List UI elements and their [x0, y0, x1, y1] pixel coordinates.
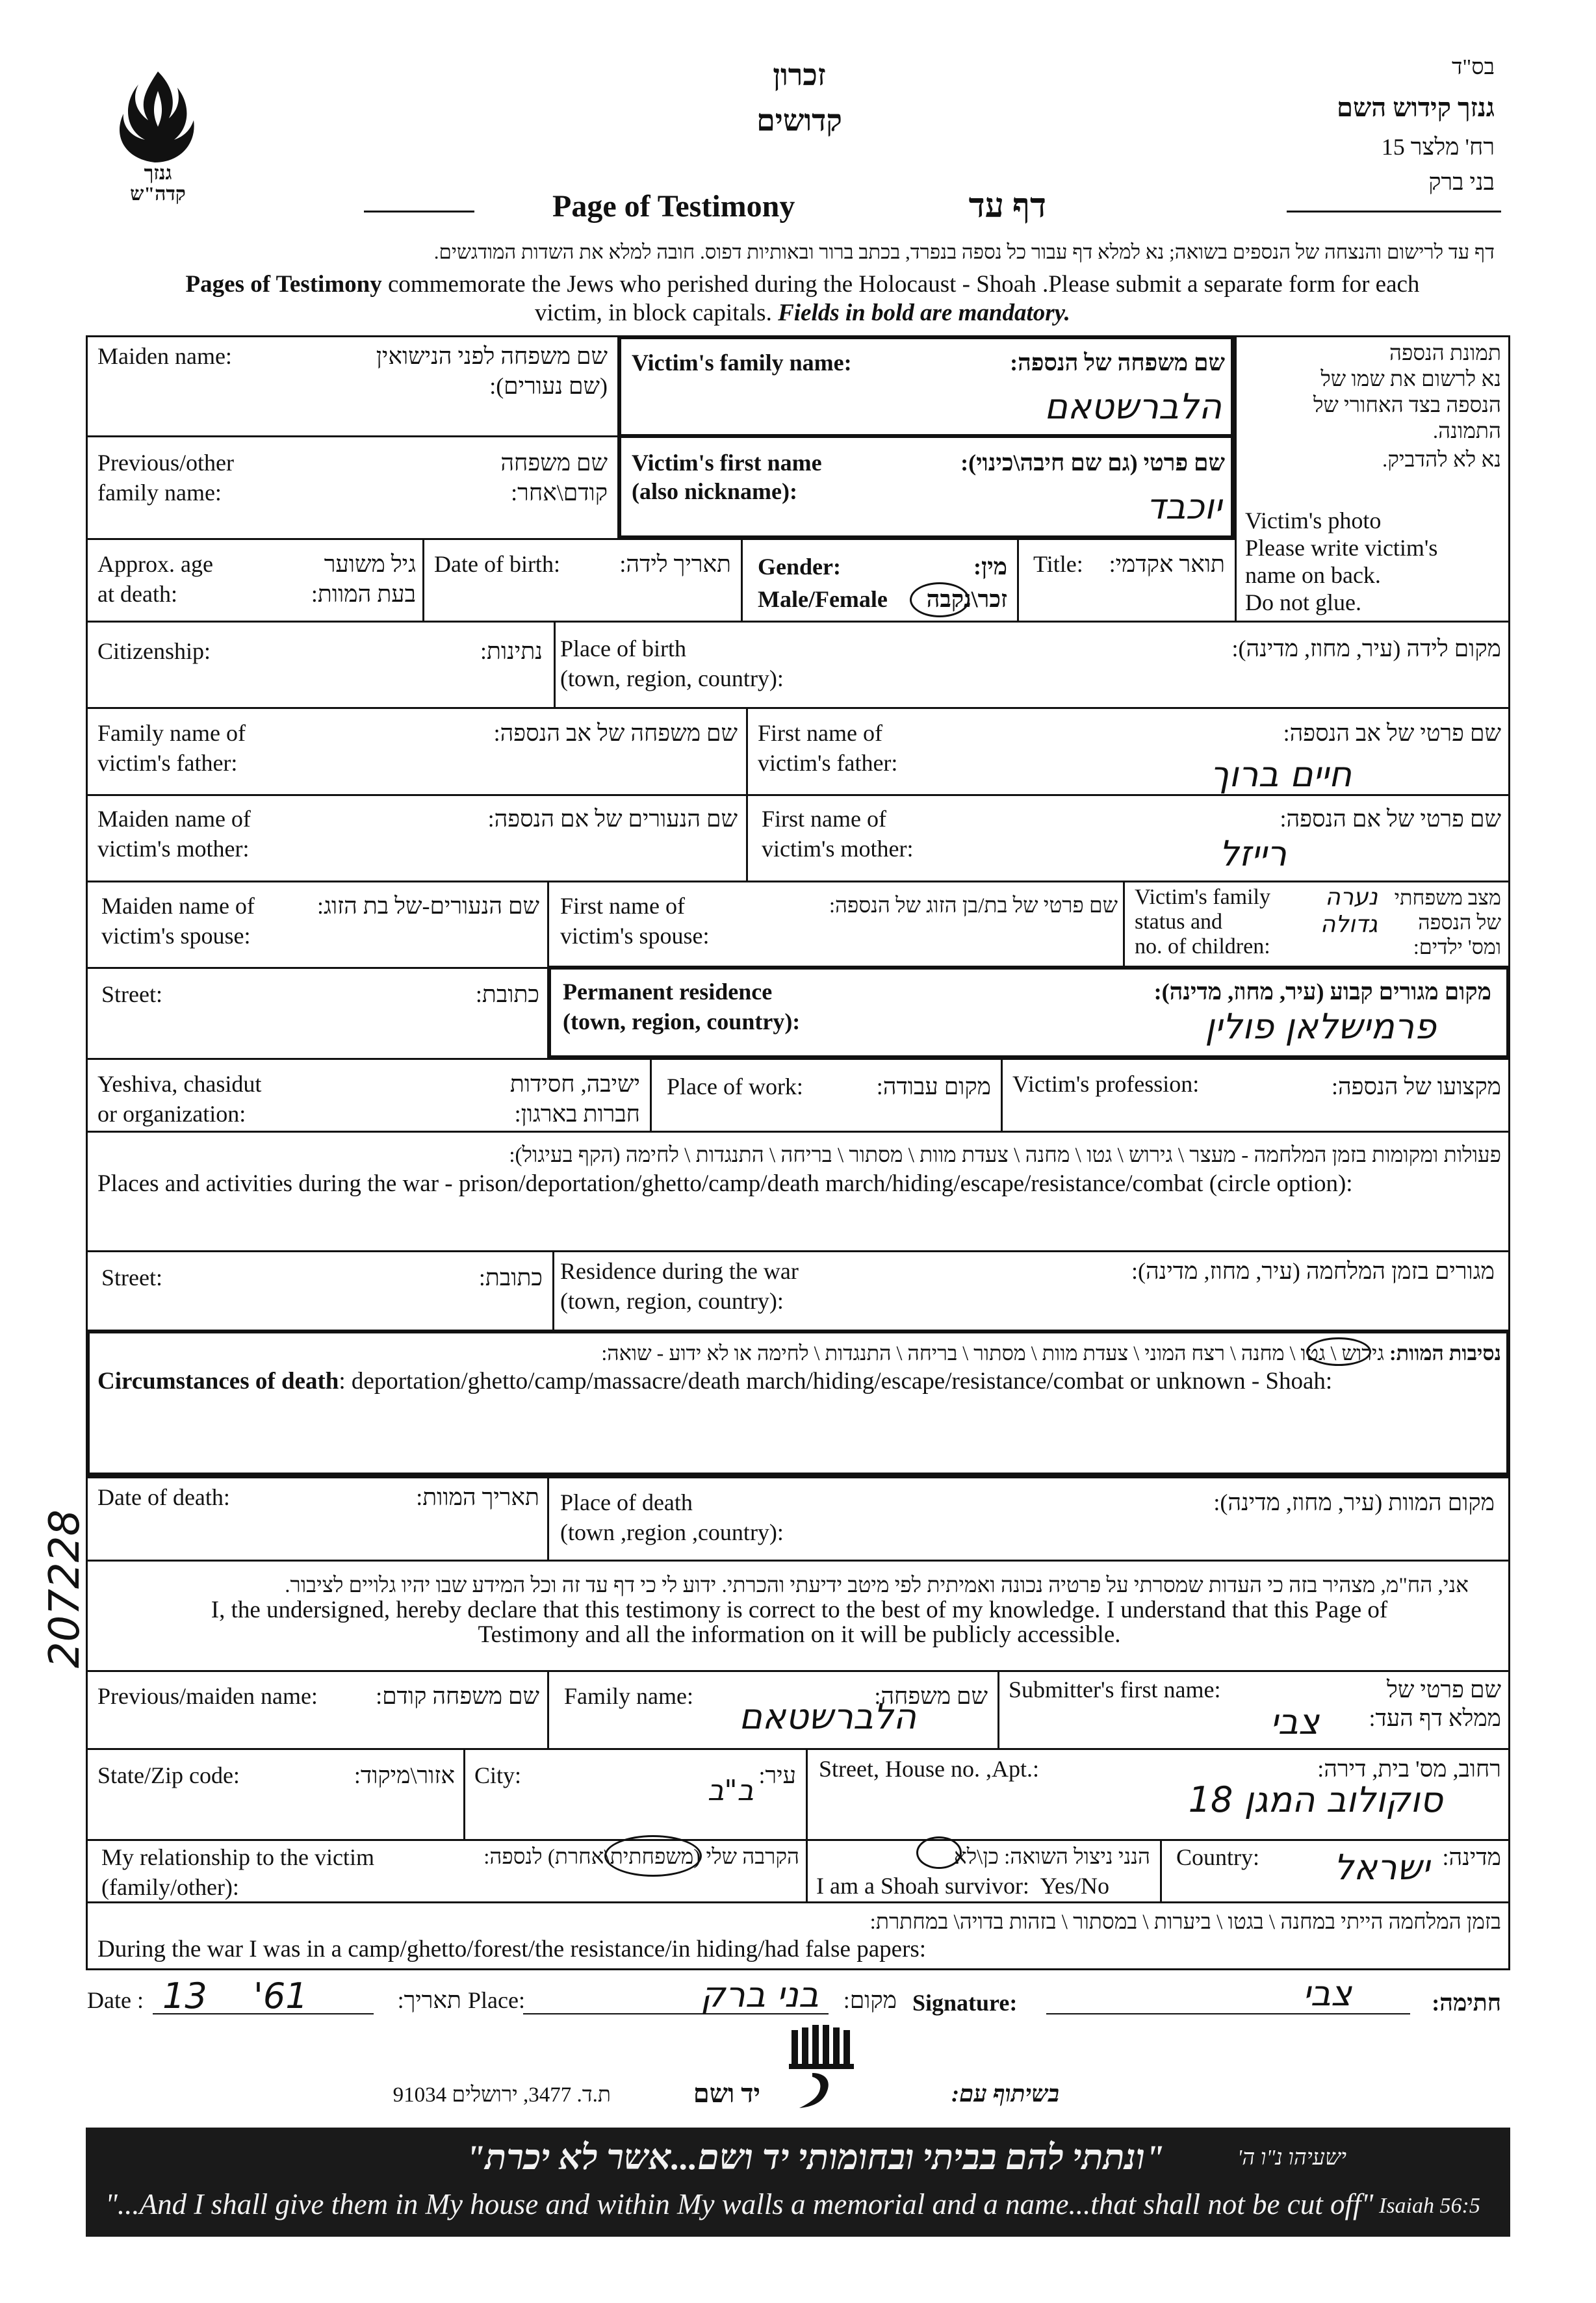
- mother-first-label-he: שם פרטי של אם הנספה:: [1280, 806, 1501, 832]
- residence-label-2: (town, region, country):: [563, 1009, 801, 1035]
- submitter-first-name-field[interactable]: צבי: [1270, 1701, 1319, 1742]
- flame-logo-icon: [109, 65, 207, 208]
- war-location-label: During the war I was in a camp/ghetto/forest/the resistance/in hiding/had false papers:: [97, 1936, 927, 1962]
- yeshiva-label-he-1: ישיבה, חסידות: [509, 1071, 640, 1097]
- spouse-maiden-label-he: שם הנעורים-של בת הזוג:: [317, 893, 539, 919]
- spouse-first-label-1: First name of: [560, 893, 685, 919]
- street-no-label-he: רחוב, מס' בית, דירה:: [1317, 1756, 1501, 1782]
- mother-maiden-label-1: Maiden name of: [97, 806, 251, 832]
- family-status-field-1[interactable]: נערה: [1325, 884, 1378, 910]
- survivor-label-he: הנני ניצול השואה: כן\לא: [953, 1846, 1150, 1869]
- family-name-label: Victim's family name:: [632, 350, 852, 376]
- prev-name-label-1: Previous/other: [97, 450, 234, 476]
- gender-label-he-2: זכר\נקבה: [926, 586, 1007, 612]
- relationship-selection-circle[interactable]: [604, 1835, 702, 1877]
- photo-note-he-2: נא לרשום את שמו של: [1320, 368, 1501, 391]
- org-name: גנזך קידוש השם: [1337, 93, 1495, 122]
- footer-quote-band: [86, 2128, 1510, 2237]
- family-status-label-he-1: מצב משפחתי: [1394, 886, 1501, 909]
- war-places-label-he: פעולות ומקומות בזמן המלחמה - מעצר \ גירוש \ גטו \ מחנה \ צעדת מוות \ מסתור \ בריחה \ התנגדות \ לחימה (הקף בעיגול):: [509, 1144, 1501, 1167]
- relationship-label-2: (family/other):: [101, 1874, 239, 1900]
- address-line-2: בני ברק: [1428, 169, 1495, 195]
- gender-label-1: Gender:: [758, 554, 841, 580]
- pod-label-he: מקום המוות (עיר, מחוז, מדינה):: [1213, 1489, 1495, 1515]
- first-name-label-2: (also nickname):: [632, 478, 797, 504]
- gender-label-2: Male/Female: [758, 586, 888, 612]
- declaration-en-2: Testimony and all the information on it will be publicly accessible.: [478, 1621, 1121, 1648]
- instructions-english-2: victim, in block capitals. Fields in bold are mandatory.: [535, 300, 1070, 326]
- declaration-en-1: I, the undersigned, hereby declare that this testimony is correct to the best of my knowledge. I understand that this Page of: [211, 1597, 1388, 1623]
- photo-note-he-3: הנספה בצד האחורי של: [1313, 394, 1501, 417]
- pob-label-1: Place of birth: [560, 636, 686, 662]
- address-line-1: רח' מלצר 15: [1381, 134, 1495, 160]
- maiden-name-label: Maiden name:: [97, 343, 232, 369]
- street-label-he: כתובת:: [475, 981, 539, 1007]
- submitter-first-name-label-he-1: שם פרטי של: [1386, 1677, 1501, 1703]
- age-label-1: Approx. age: [97, 551, 213, 577]
- relationship-label-1: My relationship to the victim: [101, 1844, 374, 1870]
- pob-label-he: מקום לידה (עיר, מחוז, מדינה):: [1231, 636, 1501, 662]
- dob-label: Date of birth:: [434, 551, 560, 577]
- war-residence-label-he: מגורים בזמן המלחמה (עיר, מחוז, מדינה):: [1131, 1258, 1495, 1284]
- zip-label: State/Zip code:: [97, 1762, 240, 1788]
- yeshiva-label-2: or organization:: [97, 1101, 246, 1127]
- submitter-family-name-label-he: שם משפחה:: [874, 1683, 988, 1709]
- logo-text-1: גנזך: [144, 162, 172, 184]
- footer-quote-english-ref: Isaiah 56:5: [1379, 2194, 1480, 2218]
- city-label-he: עיר:: [758, 1762, 796, 1788]
- cooperation-label: בשיתוף עם:: [951, 2081, 1059, 2107]
- place-label: Place:: [468, 1987, 525, 2013]
- prev-name-label-he-2: קודם\אחר:: [511, 480, 608, 506]
- father-family-label-1: Family name of: [97, 720, 246, 746]
- photo-note-en-3: name on back.: [1245, 562, 1381, 588]
- photo-note-en-1: Victim's photo: [1245, 508, 1382, 534]
- family-status-label-he-2: של הנספה: [1418, 910, 1501, 934]
- country-label: Country:: [1176, 1844, 1260, 1870]
- bsd-mark: בס"ד: [1452, 55, 1495, 79]
- maiden-name-label-he-1: שם משפחה לפני הנישואין: [376, 343, 608, 369]
- submitter-first-name-label: Submitter's first name:: [1009, 1677, 1221, 1703]
- side-registration-number-text: 207228: [41, 1509, 89, 1669]
- street-no-field[interactable]: סוקולוב המגן 18: [1188, 1779, 1443, 1820]
- profession-label-he: מקצועו של הנספה:: [1331, 1074, 1501, 1100]
- yad-vashem-name: יד ושם: [693, 2079, 760, 2108]
- gender-label-he-1: מין:: [973, 554, 1007, 580]
- war-location-label-he: בזמן המלחמה הייתי במחנה \ בגטו \ ביערות \ במסתור \ בזהות בדויה\ במחתרת:: [869, 1911, 1501, 1934]
- spouse-maiden-label-2: victim's spouse:: [101, 923, 251, 949]
- place-field[interactable]: בני ברק: [700, 1974, 819, 2015]
- family-status-label-3: no. of children:: [1135, 934, 1270, 959]
- signature-line: [1046, 2013, 1410, 2014]
- citizenship-label: Citizenship:: [97, 638, 211, 664]
- title-label: Title:: [1033, 551, 1083, 577]
- footer-quote-english: "...And I shall give them in My house and within My walls a memorial and a name...that shall not be cut off": [105, 2188, 1374, 2220]
- dob-label-he: תאריך לידה:: [619, 551, 731, 577]
- footer-quote-hebrew: "ונתתי להם בביתי ובחומותי יד ושם...אשר לא יכרת": [465, 2138, 1165, 2177]
- yeshiva-label-he-2: חברות בארגון:: [514, 1101, 640, 1127]
- father-first-field[interactable]: חיים ברוך: [1210, 754, 1352, 795]
- side-registration-number: [19, 1449, 110, 1722]
- title-kedoshim: קדושים: [756, 104, 842, 137]
- father-first-label-2: victim's father:: [758, 750, 898, 776]
- family-status-label-he-3: ומס' ילדים:: [1413, 935, 1501, 959]
- circumstances-label-he: נסיבות המוות: גירוש \ גטו \ מחנה \ רצח המוני \ צעדת מוות \ מסתור \ בריחה \ התנגדות \ לחימה או לא ידוע - שואה:: [601, 1341, 1501, 1365]
- maiden-name-label-he-2: (שם נעורים):: [489, 373, 608, 399]
- permanent-residence-field[interactable]: פרמישלאן פולין: [1205, 1006, 1436, 1047]
- war-street-label-he: כתובת:: [478, 1265, 543, 1291]
- father-family-label-he: שם משפחה של אב הנספה:: [493, 720, 738, 746]
- profession-label: Victim's profession:: [1012, 1071, 1200, 1097]
- survivor-label: I am a Shoah survivor: Yes/No: [816, 1873, 1109, 1899]
- pod-label-2: (town ,region ,country):: [560, 1519, 784, 1545]
- work-label: Place of work:: [667, 1074, 803, 1100]
- mother-maiden-label-he: שם הנעורים של אם הנספה:: [487, 806, 738, 832]
- signature-label-he: חתימה:: [1432, 1990, 1501, 2016]
- spouse-first-label-he: שם פרטי של בת/בן הזוג של הנספה:: [829, 894, 1118, 918]
- logo-text-2: קדה"ש: [130, 183, 186, 205]
- family-status-field-2[interactable]: גדולה: [1320, 911, 1378, 938]
- dod-label: Date of death:: [97, 1484, 230, 1510]
- residence-label-he: מקום מגורים קבוע (עיר, מחוז, מדינה):: [1153, 979, 1491, 1005]
- spouse-maiden-label-1: Maiden name of: [101, 893, 255, 919]
- prev-name-label-2: family name:: [97, 480, 222, 506]
- first-name-field[interactable]: יוכבד: [1146, 486, 1222, 527]
- relationship-label-he: הקרבה שלי (משפחתית\אחרת) לנספה:: [483, 1846, 799, 1869]
- pod-label-1: Place of death: [560, 1489, 693, 1515]
- title-english: Page of Testimony: [552, 189, 795, 224]
- first-name-label-1: Victim's first name: [632, 450, 822, 476]
- submitter-prev-name-label-he: שם משפחה קודם:: [376, 1683, 539, 1709]
- circumstances-label: Circumstances of death: deportation/ghetto/camp/massacre/death march/hiding/escape/resistance/combat or unknown - Shoah:: [97, 1368, 1333, 1395]
- date-label: Date :: [87, 1987, 144, 2013]
- footer-quote-hebrew-ref: ישעיהו נ"ו ה': [1237, 2146, 1346, 2170]
- dod-label-he: תאריך המוות:: [416, 1484, 539, 1510]
- zip-label-he: אזור\מיקוד:: [354, 1762, 455, 1788]
- submitter-family-name-field[interactable]: הלברשטאם: [739, 1696, 916, 1737]
- age-label-2: at death:: [97, 581, 177, 607]
- photo-note-he-5: נא לא להדביק.: [1382, 448, 1501, 472]
- gender-selection-circle[interactable]: [910, 582, 970, 617]
- circumstances-selection-circle[interactable]: [1306, 1337, 1371, 1366]
- pob-label-2: (town, region, country):: [560, 665, 784, 691]
- submitter-prev-name-label: Previous/maiden name:: [97, 1683, 318, 1709]
- date-day-field[interactable]: 13: [162, 1975, 207, 2016]
- instructions-hebrew: דף עד לרישום והנצחה של הנספים בשואה; נא למלא דף עבור כל נספה בנפרד, בכתב ברור ובאותיות דפוס. חובה למלא את השדות המודגשים.: [433, 240, 1495, 263]
- age-label-he-2: בעת המוות:: [311, 581, 416, 607]
- yad-vashem-address: ת.ד. 3477, ירושלים 91034: [393, 2083, 611, 2107]
- divider: [1287, 211, 1501, 212]
- signature-field[interactable]: צבי: [1302, 1973, 1352, 2014]
- photo-note-en-4: Do not glue.: [1245, 589, 1361, 615]
- war-places-label: Places and activities during the war - prison/deportation/ghetto/camp/death march/hiding/escape/resistance/combat (circle option):: [97, 1170, 1353, 1197]
- city-label: City:: [474, 1762, 522, 1788]
- family-name-field[interactable]: הלברשטאם: [1044, 386, 1222, 427]
- mother-first-label-1: First name of: [762, 806, 886, 832]
- photo-note-he-1: תמונת הנספה: [1389, 342, 1501, 365]
- street-label: Street:: [101, 981, 162, 1007]
- father-family-label-2: victim's father:: [97, 750, 238, 776]
- yeshiva-label-1: Yeshiva, chasidut: [97, 1071, 262, 1097]
- title-hebrew: דף עד: [968, 188, 1046, 225]
- mother-first-label-2: victim's mother:: [762, 836, 914, 862]
- instructions-english-1: Pages of Testimony commemorate the Jews who perished during the Holocaust - Shoah .Please submit a separate form for each: [185, 271, 1420, 298]
- war-residence-label-1: Residence during the war: [560, 1258, 799, 1284]
- city-field[interactable]: ב"ב: [707, 1774, 754, 1807]
- photo-note-he-4: התמונה.: [1432, 420, 1501, 443]
- father-first-label-he: שם פרטי של אב הנספה:: [1283, 720, 1501, 746]
- father-first-label-1: First name of: [758, 720, 882, 746]
- date-year-field[interactable]: '61: [253, 1975, 308, 2016]
- photo-note-en-2: Please write victim's: [1245, 535, 1438, 561]
- residence-label-1: Permanent residence: [563, 979, 773, 1005]
- date-label-he: תאריך:: [397, 1987, 461, 2013]
- signature-label: Signature:: [912, 1990, 1018, 2016]
- mother-maiden-label-2: victim's mother:: [97, 836, 250, 862]
- country-field[interactable]: ישראל: [1333, 1847, 1430, 1888]
- declaration-he: אני, הח"מ, מצהיר בזה כי העדות שמסרתי על פרטיה נכונה ואמיתית לפי מיטב ידיעתי והכרתי. ידוע לי כי דף עד זה וכל המידע שבו יהיו גלויים לציבור.: [285, 1574, 1469, 1597]
- title-label-he: תואר אקדמי:: [1109, 551, 1225, 577]
- age-label-he-1: גיל משוער: [324, 551, 416, 577]
- family-status-label-2: status and: [1135, 910, 1223, 934]
- place-label-he: מקום:: [843, 1987, 897, 2013]
- war-residence-label-2: (town, region, country):: [560, 1288, 784, 1314]
- title-zikaron: זכרון: [773, 58, 826, 92]
- street-no-label: Street, House no. ,Apt.:: [819, 1756, 1039, 1782]
- first-name-label-he: שם פרטי (גם שם חיבה\כינוי):: [960, 450, 1225, 476]
- work-label-he: מקום עבודה:: [876, 1074, 991, 1100]
- family-status-label-1: Victim's family: [1135, 885, 1270, 909]
- divider: [364, 211, 474, 212]
- prev-name-label-he-1: שם משפחה: [500, 450, 608, 476]
- submitter-family-name-label: Family name:: [564, 1683, 693, 1709]
- citizenship-label-he: נתינות:: [480, 638, 543, 664]
- yad-vashem-logo-icon: [786, 2021, 858, 2125]
- survivor-selection-circle[interactable]: [916, 1836, 962, 1869]
- country-label-he: מדינה:: [1442, 1844, 1501, 1870]
- spouse-first-label-2: victim's spouse:: [560, 923, 710, 949]
- war-street-label: Street:: [101, 1265, 162, 1291]
- mother-first-field[interactable]: רייזל: [1218, 833, 1287, 874]
- submitter-first-name-label-he-2: ממלא דף העד:: [1369, 1705, 1501, 1731]
- family-name-label-he: שם משפחה של הנספה:: [1010, 350, 1225, 376]
